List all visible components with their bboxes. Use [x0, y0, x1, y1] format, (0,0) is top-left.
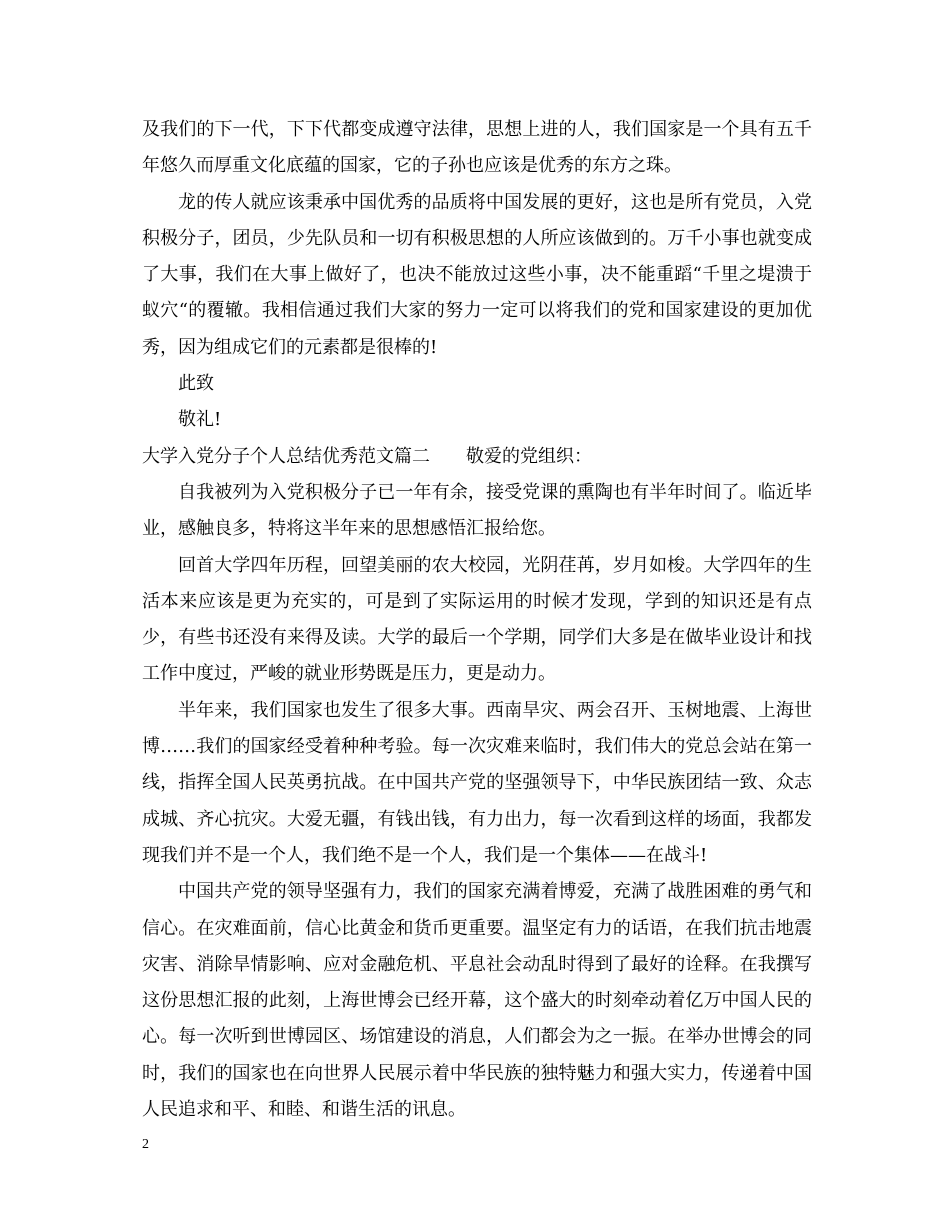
- closing-regards: 敬礼!: [178, 409, 222, 431]
- document-body: [142, 112, 812, 1128]
- paragraph-1: 及我们的下一代，下下代都变成遵守法律，思想上进的人，我们国家是一个具有五千年悠久而厚重文化底蕴的国家，它的子孙也应该是优秀的东方之珠。: [142, 119, 812, 177]
- paragraph-4: 回首大学四年历程，回望美丽的农大校园，光阴荏苒，岁月如梭。大学四年的生活本来应该是更为充实的，可是到了实际运用的时候才发现，学到的知识还是有点少，有些书还没有来得及读。大学的最后一个学期，同学们大多是在做毕业设计和找工作中度过，严峻的就业形势既是压力，更是动力。: [142, 554, 812, 685]
- closing-salutation: 此致: [178, 373, 214, 395]
- paragraph-2: 龙的传人就应该秉承中国优秀的品质将中国发展的更好，这也是所有党员，入党积极分子，团员，少先队员和一切有积极思想的人所应该做到的。万千小事也就变成了大事，我们在大事上做好了，也决不能放过这些小事，决不能重蹈“千里之堤溃于蚁穴“的覆辙。我相信通过我们大家的努力一定可以将我们的党和国家建设的更加优秀，因为组成它们的元素都是很棒的!: [142, 191, 812, 358]
- section-heading: 大学入党分子个人总结优秀范文篇二 敬爱的党组织：: [142, 445, 592, 467]
- page-number: 2: [142, 1137, 149, 1152]
- paragraph-6: 中国共产党的领导坚强有力，我们的国家充满着博爱，充满了战胜困难的勇气和信心。在灾难面前，信心比黄金和货币更重要。温坚定有力的话语，在我们抗击地震灾害、消除旱情影响、应对金融危机、平息社会动乱时得到了最好的诠释。在我撰写这份思想汇报的此刻，上海世博会已经开幕，这个盛大的时刻牵动着亿万中国人民的心。每一次听到世博园区、场馆建设的消息，人们都会为之一振。在举办世博会的同时，我们的国家也在向世界人民展示着中华民族的独特魅力和强大实力，传递着中国人民追求和平、和睦、和谐生活的讯息。: [142, 881, 812, 1121]
- paragraph-5: 半年来，我们国家也发生了很多大事。西南旱灾、两会召开、玉树地震、上海世博……我们的国家经受着种种考验。每一次灾难来临时，我们伟大的党总会站在第一线，指挥全国人民英勇抗战。在中国共产党的坚强领导下，中华民族团结一致、众志成城、齐心抗灾。大爱无疆，有钱出钱，有力出力，每一次看到这样的场面，我都发现我们并不是一个人，我们绝不是一个人，我们是一个集体——在战斗!: [142, 699, 812, 866]
- paragraph-3: 自我被列为入党积极分子已一年有余，接受党课的熏陶也有半年时间了。临近毕业，感触良多，特将这半年来的思想感悟汇报给您。: [142, 481, 812, 540]
